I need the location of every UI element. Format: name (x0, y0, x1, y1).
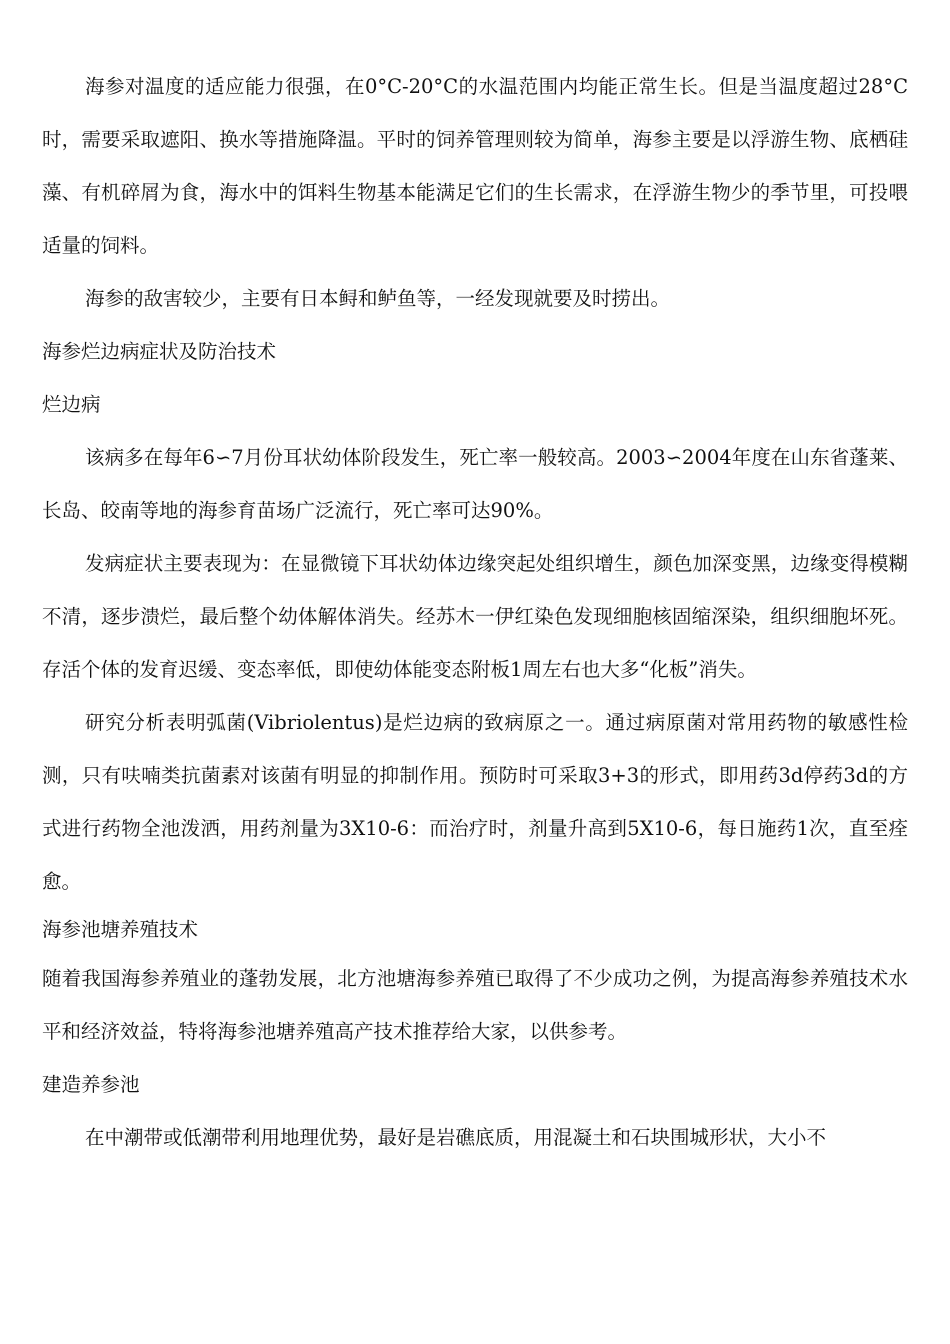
subheading-build-pond: 建造养参池 (42, 1073, 140, 1096)
heading-pond-culture: 海参池塘养殖技术 (42, 918, 199, 941)
paragraph-enemies: 海参的敌害较少，主要有日本鲟和鲈鱼等，一经发现就要及时捞出。 (85, 287, 671, 310)
subheading-rotten-edge: 烂边病 (42, 393, 101, 416)
document-page (42, 60, 908, 1164)
paragraph-symptoms: 发病症状主要表现为：在显微镜下耳状幼体边缘突起处组织增生，颜色加深变黑，边缘变得模糊不清，逐步溃烂，最后整个幼体解体消失。经苏木一伊红染色发现细胞核固缩深染，组织细胞坏死。存活个体的发育迟缓、变态率低，即使幼体能变态附板1周左右也大多“化板”消失。 (42, 552, 908, 681)
paragraph-treatment: 研究分析表明弧菌(Vibriolentus)是烂边病的致病原之一。通过病原菌对常用药物的敏感性检测，只有呋喃类抗菌素对该菌有明显的抑制作用。预防时可采取3+3的形式，即用药3d停药3d的方式进行药物全池泼洒，用药剂量为3X10-6：而治疗时，剂量升高到5X10-6，每日施药1次，直至痊愈。 (42, 711, 908, 893)
paragraph-pond-intro: 随着我国海参养殖业的蓬勃发展，北方池塘海参养殖已取得了不少成功之例，为提高海参养殖技术水平和经济效益，特将海参池塘养殖高产技术推荐给大家，以供参考。 (42, 967, 908, 1043)
heading-rotten-edge-disease: 海参烂边病症状及防治技术 (42, 340, 277, 363)
paragraph-disease-occurrence: 该病多在每年6∽7月份耳状幼体阶段发生，死亡率一般较高。2003∽2004年度在山东省蓬莱、长岛、皎南等地的海参育苗场广泛流行，死亡率可达90%。 (42, 446, 908, 522)
paragraph-build-pond: 在中潮带或低潮带利用地理优势，最好是岩礁底质，用混凝土和石块围城形状，大小不 (85, 1126, 827, 1149)
paragraph-temperature: 海参对温度的适应能力很强，在0°C-20°C的水温范围内均能正常生长。但是当温度超过28°C时，需要采取遮阳、换水等措施降温。平时的饲养管理则较为简单，海参主要是以浮游生物、底栖硅藻、有机碎屑为食，海水中的饵料生物基本能满足它们的生长需求，在浮游生物少的季节里，可投喂适量的饲料。 (42, 75, 908, 257)
